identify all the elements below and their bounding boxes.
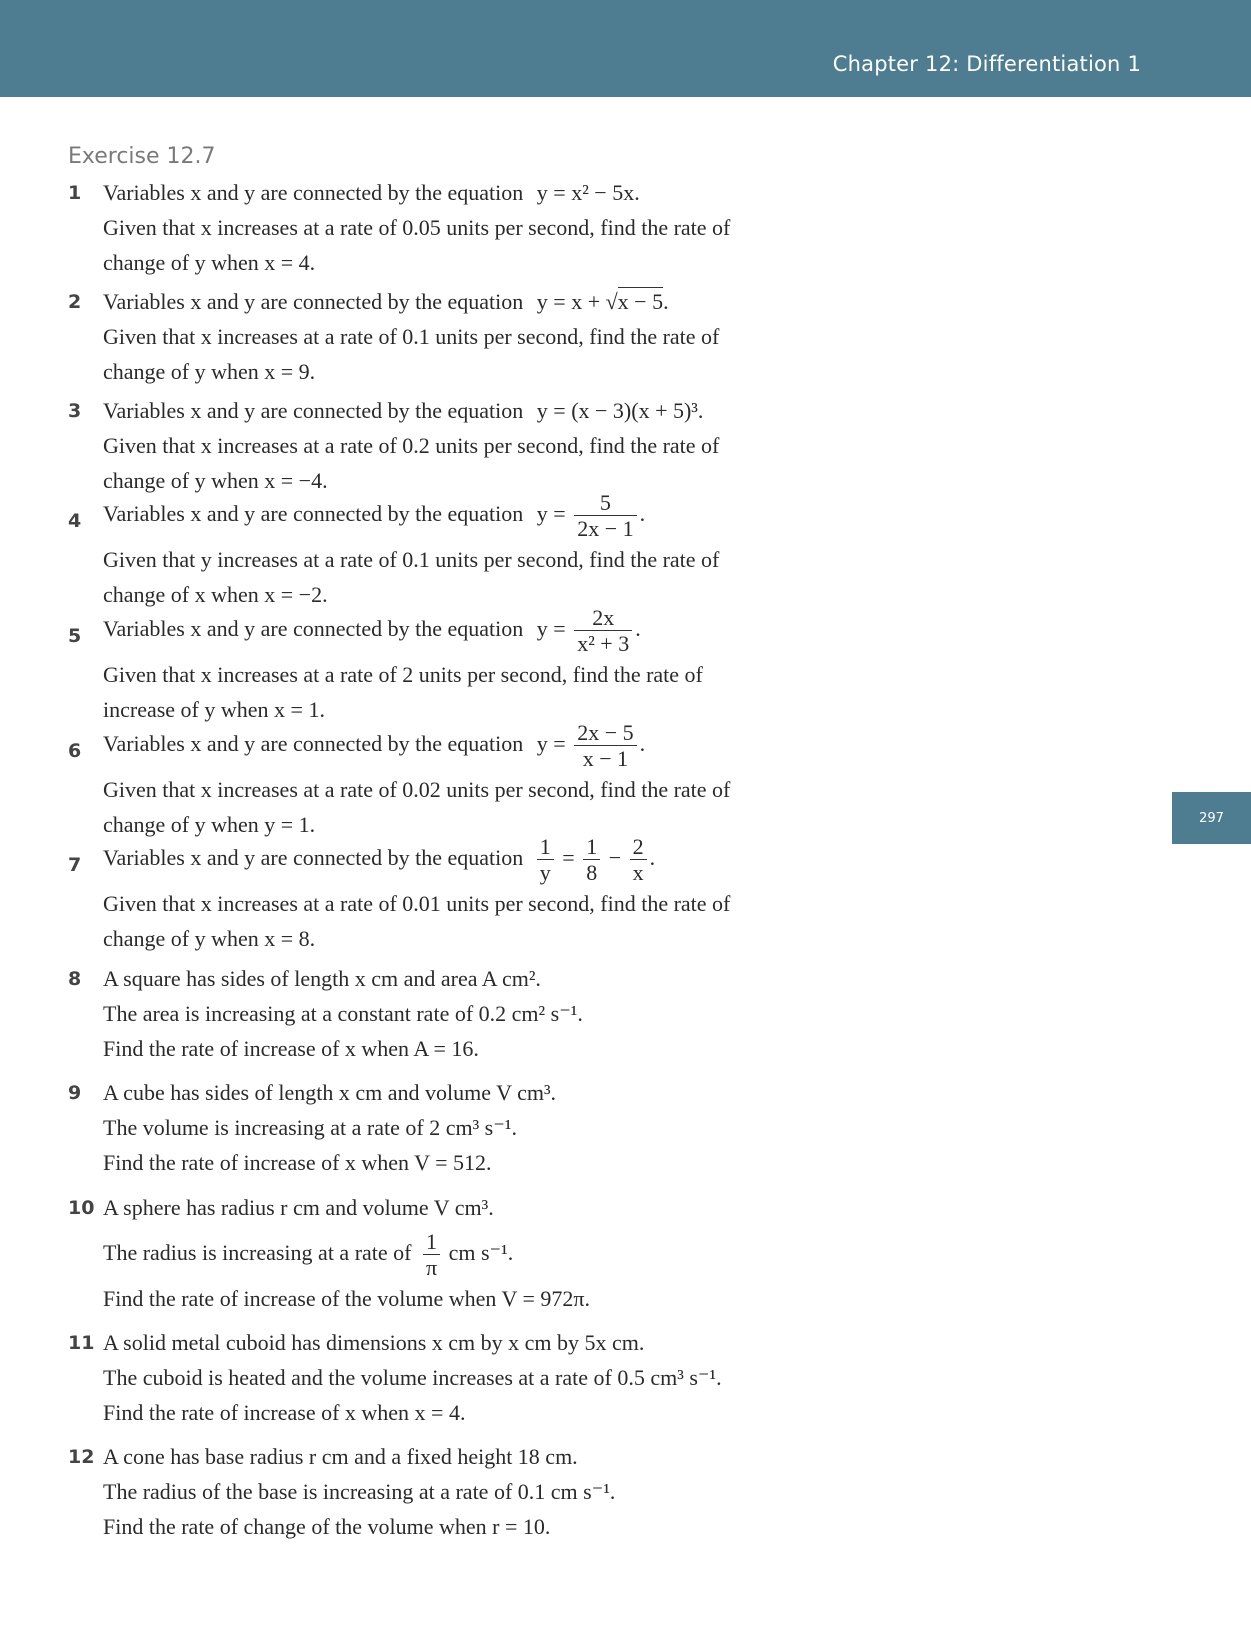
question-1 — [68, 176, 888, 280]
question-number: 6 — [68, 740, 82, 762]
question-number: 3 — [68, 400, 82, 422]
question-10 — [68, 1191, 888, 1316]
numerator: 1 — [423, 1229, 440, 1255]
question-11 — [68, 1326, 888, 1430]
equation: y = (x − 3)(x + 5)³ — [536, 398, 698, 423]
period: . — [639, 500, 646, 526]
question-number: 8 — [68, 968, 82, 990]
question-line: Given that x increases at a rate of 0.1 units per second, find the rate of — [103, 324, 720, 349]
question-lead: The radius is increasing at a rate of — [103, 1239, 412, 1265]
question-line: A square has sides of length x cm and area A cm². — [103, 966, 541, 991]
question-line: Find the rate of increase of the volume when V = 972π. — [103, 1285, 591, 1311]
question-line — [103, 720, 888, 772]
equation-lhs: y = — [536, 500, 566, 526]
question-line: A cone has base radius r cm and a fixed height 18 cm. — [103, 1444, 578, 1469]
numerator: 1 — [583, 834, 600, 860]
fraction — [583, 834, 600, 886]
numerator: 1 — [537, 834, 554, 860]
denominator: x — [632, 860, 644, 886]
period: . — [697, 398, 704, 423]
question-line: Given that x increases at a rate of 0.2 units per second, find the rate of — [103, 433, 720, 458]
minus-sign: − — [608, 844, 622, 870]
question-number: 2 — [68, 291, 82, 313]
question-number: 1 — [68, 182, 82, 204]
question-number: 7 — [68, 854, 82, 876]
question-line: change of y when x = −4. — [103, 468, 328, 493]
radicand: x − 5 — [617, 289, 664, 314]
denominator: x² + 3 — [577, 631, 630, 657]
page-number-tab — [1172, 792, 1251, 844]
question-number: 9 — [68, 1082, 82, 1104]
question-line: Find the rate of increase of x when V = 512. — [103, 1150, 492, 1175]
question-line: Find the rate of increase of x when A = 16. — [103, 1036, 479, 1061]
question-4 — [68, 490, 888, 612]
question-number: 10 — [68, 1197, 95, 1219]
question-line: change of y when x = 9. — [103, 359, 316, 384]
question-line: Find the rate of change of the volume when r = 10. — [103, 1514, 551, 1539]
denominator: π — [425, 1255, 438, 1281]
question-line: A sphere has radius r cm and volume V cm³. — [103, 1195, 494, 1220]
period: . — [663, 289, 669, 314]
question-line: A cube has sides of length x cm and volume V cm³. — [103, 1080, 557, 1105]
page-number: 297 — [1199, 810, 1224, 826]
question-number: 4 — [68, 510, 82, 532]
equals-sign: = — [562, 844, 575, 870]
question-line: The area is increasing at a constant rate of 0.2 cm² s⁻¹. — [103, 1001, 583, 1026]
period: . — [634, 180, 640, 205]
fraction — [630, 834, 647, 886]
question-line — [103, 605, 888, 657]
unit: cm s⁻¹. — [448, 1239, 514, 1265]
question-number: 11 — [68, 1332, 95, 1354]
fraction — [574, 490, 636, 542]
period: . — [649, 844, 656, 870]
question-line: change of y when x = 4. — [103, 250, 316, 275]
fraction — [574, 605, 632, 657]
equation-lhs: y = — [536, 730, 566, 756]
chapter-title: Chapter 12: Differentiation 1 — [832, 52, 1141, 76]
question-line — [103, 1229, 888, 1281]
numerator: 2 — [630, 834, 647, 860]
question-line — [103, 285, 888, 319]
question-line: change of y when x = 8. — [103, 925, 316, 951]
denominator: 8 — [586, 860, 598, 886]
question-number: 5 — [68, 625, 82, 647]
question-7 — [68, 834, 888, 956]
numerator: 5 — [574, 490, 636, 516]
period: . — [639, 730, 646, 756]
question-lead: Variables x and y are connected by the equation — [103, 615, 524, 641]
question-line: The radius of the base is increasing at a rate of 0.1 cm s⁻¹. — [103, 1479, 616, 1504]
question-lead: Variables x and y are connected by the equation — [103, 844, 524, 870]
question-line: Given that x increases at a rate of 0.05 units per second, find the rate of — [103, 215, 731, 240]
question-lead: Variables x and y are connected by the equation — [103, 180, 524, 205]
question-line: Given that x increases at a rate of 0.01 units per second, find the rate of — [103, 890, 731, 916]
question-6 — [68, 720, 888, 842]
equation: y = x² − 5x — [536, 180, 635, 205]
question-5 — [68, 605, 888, 727]
question-3 — [68, 394, 888, 498]
question-line: A solid metal cuboid has dimensions x cm by x cm by 5x cm. — [103, 1330, 645, 1355]
numerator: 2x — [574, 605, 632, 631]
period: . — [635, 615, 641, 641]
denominator: x − 1 — [582, 746, 629, 772]
question-2 — [68, 285, 888, 389]
numerator: 2x − 5 — [574, 720, 636, 746]
fraction — [423, 1229, 440, 1281]
question-lead: Variables x and y are connected by the equation — [103, 289, 524, 314]
denominator: y — [539, 860, 551, 886]
question-8 — [68, 962, 888, 1066]
question-line: Given that y increases at a rate of 0.1 units per second, find the rate of — [103, 546, 720, 572]
question-12 — [68, 1440, 888, 1544]
fraction — [537, 834, 554, 886]
question-line: Find the rate of increase of x when x = 4. — [103, 1400, 466, 1425]
question-line: The volume is increasing at a rate of 2 cm³ s⁻¹. — [103, 1115, 517, 1140]
question-line: Given that x increases at a rate of 0.02 units per second, find the rate of — [103, 776, 731, 802]
equation-lhs: y = — [536, 615, 566, 641]
chapter-header-band — [0, 0, 1251, 97]
question-line — [103, 490, 888, 542]
question-line: The cuboid is heated and the volume increases at a rate of 0.5 cm³ s⁻¹. — [103, 1365, 722, 1390]
question-line: change of y when y = 1. — [103, 811, 316, 837]
question-line — [103, 394, 888, 428]
question-line: change of x when x = −2. — [103, 581, 328, 607]
question-line — [103, 834, 888, 886]
question-line — [103, 176, 888, 210]
question-number: 12 — [68, 1446, 95, 1468]
question-lead: Variables x and y are connected by the equation — [103, 730, 524, 756]
question-lead: Variables x and y are connected by the equation — [103, 398, 524, 423]
question-9 — [68, 1076, 888, 1180]
exercise-heading: Exercise 12.7 — [68, 144, 216, 169]
denominator: 2x − 1 — [577, 516, 634, 542]
question-line: increase of y when x = 1. — [103, 696, 325, 722]
question-lead: Variables x and y are connected by the equation — [103, 500, 524, 526]
question-line: Given that x increases at a rate of 2 units per second, find the rate of — [103, 661, 703, 687]
equation: y = x + √ — [536, 289, 618, 314]
fraction — [574, 720, 636, 772]
